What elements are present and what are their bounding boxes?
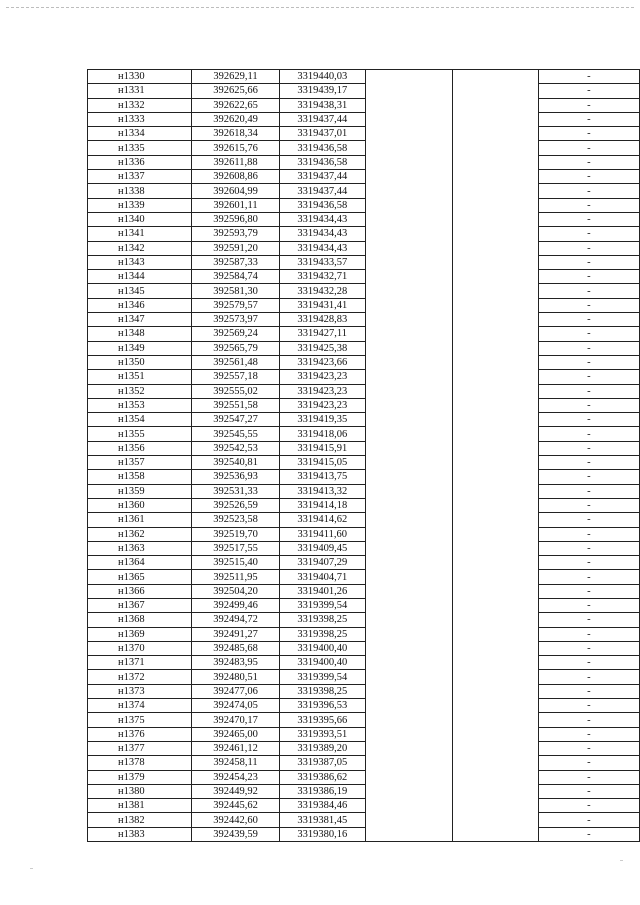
dash-cell: - xyxy=(538,813,639,827)
x-coordinate-cell: 392608,86 xyxy=(192,170,280,184)
y-coordinate-cell: 3319423,23 xyxy=(279,398,365,412)
y-coordinate-cell: 3319401,26 xyxy=(279,584,365,598)
point-id-cell: н1366 xyxy=(88,584,192,598)
table-row xyxy=(88,212,640,226)
table-row xyxy=(88,184,640,198)
point-id-cell: н1367 xyxy=(88,598,192,612)
point-id-cell: н1331 xyxy=(88,84,192,98)
table-row xyxy=(88,370,640,384)
x-coordinate-cell: 392531,33 xyxy=(192,484,280,498)
top-scan-rule xyxy=(6,7,634,8)
point-id-cell: н1372 xyxy=(88,670,192,684)
dash-cell: - xyxy=(538,384,639,398)
y-coordinate-cell: 3319436,58 xyxy=(279,141,365,155)
dash-cell: - xyxy=(538,341,639,355)
table-row xyxy=(88,756,640,770)
y-coordinate-cell: 3319434,43 xyxy=(279,241,365,255)
y-coordinate-cell: 3319418,06 xyxy=(279,427,365,441)
table-row xyxy=(88,713,640,727)
y-coordinate-cell: 3319395,66 xyxy=(279,713,365,727)
dash-cell: - xyxy=(538,684,639,698)
dash-cell: - xyxy=(538,784,639,798)
dash-cell: - xyxy=(538,770,639,784)
point-id-cell: н1344 xyxy=(88,270,192,284)
point-id-cell: н1356 xyxy=(88,441,192,455)
x-coordinate-cell: 392540,81 xyxy=(192,456,280,470)
y-coordinate-cell: 3319423,66 xyxy=(279,355,365,369)
x-coordinate-cell: 392581,30 xyxy=(192,284,280,298)
table-row xyxy=(88,398,640,412)
dash-cell: - xyxy=(538,470,639,484)
table-row xyxy=(88,584,640,598)
table-row xyxy=(88,598,640,612)
point-id-cell: н1341 xyxy=(88,227,192,241)
dash-cell: - xyxy=(538,484,639,498)
x-coordinate-cell: 392542,53 xyxy=(192,441,280,455)
dash-cell: - xyxy=(538,441,639,455)
table-row xyxy=(88,613,640,627)
point-id-cell: н1334 xyxy=(88,127,192,141)
table-row xyxy=(88,227,640,241)
empty-merged-cell xyxy=(452,70,538,842)
dash-cell: - xyxy=(538,355,639,369)
point-id-cell: н1353 xyxy=(88,398,192,412)
x-coordinate-cell: 392515,40 xyxy=(192,556,280,570)
x-coordinate-cell: 392491,27 xyxy=(192,627,280,641)
x-coordinate-cell: 392445,62 xyxy=(192,799,280,813)
x-coordinate-cell: 392536,93 xyxy=(192,470,280,484)
y-coordinate-cell: 3319386,62 xyxy=(279,770,365,784)
x-coordinate-cell: 392604,99 xyxy=(192,184,280,198)
point-id-cell: н1342 xyxy=(88,241,192,255)
point-id-cell: н1371 xyxy=(88,656,192,670)
dash-cell: - xyxy=(538,198,639,212)
y-coordinate-cell: 3319380,16 xyxy=(279,827,365,841)
point-id-cell: н1377 xyxy=(88,741,192,755)
dash-cell: - xyxy=(538,327,639,341)
x-coordinate-cell: 392485,68 xyxy=(192,641,280,655)
y-coordinate-cell: 3319436,58 xyxy=(279,155,365,169)
point-id-cell: н1354 xyxy=(88,413,192,427)
table-row xyxy=(88,384,640,398)
table-row xyxy=(88,255,640,269)
table-row xyxy=(88,827,640,841)
x-coordinate-cell: 392458,11 xyxy=(192,756,280,770)
y-coordinate-cell: 3319384,46 xyxy=(279,799,365,813)
x-coordinate-cell: 392579,57 xyxy=(192,298,280,312)
x-coordinate-cell: 392618,34 xyxy=(192,127,280,141)
point-id-cell: н1378 xyxy=(88,756,192,770)
y-coordinate-cell: 3319400,40 xyxy=(279,656,365,670)
point-id-cell: н1352 xyxy=(88,384,192,398)
table-row xyxy=(88,741,640,755)
y-coordinate-cell: 3319432,28 xyxy=(279,284,365,298)
dash-cell: - xyxy=(538,170,639,184)
x-coordinate-cell: 392620,49 xyxy=(192,112,280,126)
x-coordinate-cell: 392587,33 xyxy=(192,255,280,269)
point-id-cell: н1373 xyxy=(88,684,192,698)
table-row xyxy=(88,141,640,155)
x-coordinate-cell: 392439,59 xyxy=(192,827,280,841)
y-coordinate-cell: 3319437,44 xyxy=(279,170,365,184)
x-coordinate-cell: 392504,20 xyxy=(192,584,280,598)
x-coordinate-cell: 392611,88 xyxy=(192,155,280,169)
table-row xyxy=(88,84,640,98)
table-row xyxy=(88,813,640,827)
y-coordinate-cell: 3319396,53 xyxy=(279,699,365,713)
point-id-cell: н1338 xyxy=(88,184,192,198)
point-id-cell: н1339 xyxy=(88,198,192,212)
table-row xyxy=(88,441,640,455)
table-row xyxy=(88,470,640,484)
x-coordinate-cell: 392557,18 xyxy=(192,370,280,384)
table-row xyxy=(88,556,640,570)
y-coordinate-cell: 3319437,44 xyxy=(279,184,365,198)
dash-cell: - xyxy=(538,112,639,126)
x-coordinate-cell: 392561,48 xyxy=(192,355,280,369)
y-coordinate-cell: 3319399,54 xyxy=(279,670,365,684)
x-coordinate-cell: 392474,05 xyxy=(192,699,280,713)
dash-cell: - xyxy=(538,70,639,84)
dash-cell: - xyxy=(538,212,639,226)
table-row xyxy=(88,313,640,327)
table-row xyxy=(88,641,640,655)
x-coordinate-cell: 392480,51 xyxy=(192,670,280,684)
table-row xyxy=(88,170,640,184)
point-id-cell: н1370 xyxy=(88,641,192,655)
y-coordinate-cell: 3319436,58 xyxy=(279,198,365,212)
y-coordinate-cell: 3319423,23 xyxy=(279,384,365,398)
x-coordinate-cell: 392519,70 xyxy=(192,527,280,541)
y-coordinate-cell: 3319398,25 xyxy=(279,684,365,698)
y-coordinate-cell: 3319437,44 xyxy=(279,112,365,126)
dash-cell: - xyxy=(538,627,639,641)
y-coordinate-cell: 3319419,35 xyxy=(279,413,365,427)
x-coordinate-cell: 392494,72 xyxy=(192,613,280,627)
dash-cell: - xyxy=(538,98,639,112)
y-coordinate-cell: 3319440,03 xyxy=(279,70,365,84)
empty-merged-cell xyxy=(365,70,452,842)
point-id-cell: н1360 xyxy=(88,498,192,512)
table-row xyxy=(88,155,640,169)
table-row xyxy=(88,355,640,369)
x-coordinate-cell: 392526,59 xyxy=(192,498,280,512)
point-id-cell: н1362 xyxy=(88,527,192,541)
dash-cell: - xyxy=(538,284,639,298)
dash-cell: - xyxy=(538,427,639,441)
x-coordinate-cell: 392499,46 xyxy=(192,598,280,612)
x-coordinate-cell: 392565,79 xyxy=(192,341,280,355)
point-id-cell: н1335 xyxy=(88,141,192,155)
dash-cell: - xyxy=(538,184,639,198)
x-coordinate-cell: 392601,11 xyxy=(192,198,280,212)
dash-cell: - xyxy=(538,398,639,412)
y-coordinate-cell: 3319431,41 xyxy=(279,298,365,312)
y-coordinate-cell: 3319438,31 xyxy=(279,98,365,112)
point-id-cell: н1382 xyxy=(88,813,192,827)
point-id-cell: н1369 xyxy=(88,627,192,641)
x-coordinate-cell: 392454,23 xyxy=(192,770,280,784)
x-coordinate-cell: 392584,74 xyxy=(192,270,280,284)
x-coordinate-cell: 392449,92 xyxy=(192,784,280,798)
dash-cell: - xyxy=(538,713,639,727)
table-row xyxy=(88,70,640,84)
dash-cell: - xyxy=(538,727,639,741)
y-coordinate-cell: 3319425,38 xyxy=(279,341,365,355)
dash-cell: - xyxy=(538,84,639,98)
dash-cell: - xyxy=(538,413,639,427)
dash-cell: - xyxy=(538,699,639,713)
table-row xyxy=(88,527,640,541)
point-id-cell: н1333 xyxy=(88,112,192,126)
dash-cell: - xyxy=(538,556,639,570)
table-row xyxy=(88,699,640,713)
y-coordinate-cell: 3319437,01 xyxy=(279,127,365,141)
x-coordinate-cell: 392625,66 xyxy=(192,84,280,98)
y-coordinate-cell: 3319398,25 xyxy=(279,613,365,627)
x-coordinate-cell: 392573,97 xyxy=(192,313,280,327)
table-row xyxy=(88,784,640,798)
dash-cell: - xyxy=(538,127,639,141)
dash-cell: - xyxy=(538,527,639,541)
point-id-cell: н1363 xyxy=(88,541,192,555)
point-id-cell: н1347 xyxy=(88,313,192,327)
y-coordinate-cell: 3319433,57 xyxy=(279,255,365,269)
dash-cell: - xyxy=(538,370,639,384)
x-coordinate-cell: 392622,65 xyxy=(192,98,280,112)
dash-cell: - xyxy=(538,255,639,269)
point-id-cell: н1330 xyxy=(88,70,192,84)
coordinates-table xyxy=(87,69,640,842)
point-id-cell: н1351 xyxy=(88,370,192,384)
table-row xyxy=(88,570,640,584)
table-row xyxy=(88,513,640,527)
table-row xyxy=(88,284,640,298)
point-id-cell: н1368 xyxy=(88,613,192,627)
x-coordinate-cell: 392596,80 xyxy=(192,212,280,226)
table-row xyxy=(88,112,640,126)
point-id-cell: н1355 xyxy=(88,427,192,441)
y-coordinate-cell: 3319434,43 xyxy=(279,212,365,226)
y-coordinate-cell: 3319387,05 xyxy=(279,756,365,770)
x-coordinate-cell: 392593,79 xyxy=(192,227,280,241)
dash-cell: - xyxy=(538,456,639,470)
y-coordinate-cell: 3319414,62 xyxy=(279,513,365,527)
point-id-cell: н1374 xyxy=(88,699,192,713)
scan-artifact xyxy=(30,868,33,869)
dash-cell: - xyxy=(538,570,639,584)
x-coordinate-cell: 392465,00 xyxy=(192,727,280,741)
x-coordinate-cell: 392555,02 xyxy=(192,384,280,398)
x-coordinate-cell: 392547,27 xyxy=(192,413,280,427)
y-coordinate-cell: 3319413,32 xyxy=(279,484,365,498)
x-coordinate-cell: 392477,06 xyxy=(192,684,280,698)
point-id-cell: н1379 xyxy=(88,770,192,784)
x-coordinate-cell: 392615,76 xyxy=(192,141,280,155)
point-id-cell: н1376 xyxy=(88,727,192,741)
point-id-cell: н1343 xyxy=(88,255,192,269)
x-coordinate-cell: 392545,55 xyxy=(192,427,280,441)
y-coordinate-cell: 3319386,19 xyxy=(279,784,365,798)
table-row xyxy=(88,241,640,255)
y-coordinate-cell: 3319411,60 xyxy=(279,527,365,541)
point-id-cell: н1349 xyxy=(88,341,192,355)
y-coordinate-cell: 3319415,91 xyxy=(279,441,365,455)
y-coordinate-cell: 3319398,25 xyxy=(279,627,365,641)
table-row xyxy=(88,656,640,670)
x-coordinate-cell: 392551,58 xyxy=(192,398,280,412)
y-coordinate-cell: 3319407,29 xyxy=(279,556,365,570)
y-coordinate-cell: 3319404,71 xyxy=(279,570,365,584)
y-coordinate-cell: 3319381,45 xyxy=(279,813,365,827)
y-coordinate-cell: 3319393,51 xyxy=(279,727,365,741)
point-id-cell: н1381 xyxy=(88,799,192,813)
table-row xyxy=(88,627,640,641)
dash-cell: - xyxy=(538,155,639,169)
table-row xyxy=(88,298,640,312)
point-id-cell: н1383 xyxy=(88,827,192,841)
table-row xyxy=(88,327,640,341)
dash-cell: - xyxy=(538,298,639,312)
x-coordinate-cell: 392470,17 xyxy=(192,713,280,727)
x-coordinate-cell: 392511,95 xyxy=(192,570,280,584)
table-row xyxy=(88,427,640,441)
point-id-cell: н1358 xyxy=(88,470,192,484)
x-coordinate-cell: 392629,11 xyxy=(192,70,280,84)
table-row xyxy=(88,127,640,141)
point-id-cell: н1346 xyxy=(88,298,192,312)
point-id-cell: н1361 xyxy=(88,513,192,527)
y-coordinate-cell: 3319428,83 xyxy=(279,313,365,327)
coordinates-table-body xyxy=(88,70,640,842)
dash-cell: - xyxy=(538,641,639,655)
y-coordinate-cell: 3319409,45 xyxy=(279,541,365,555)
y-coordinate-cell: 3319427,11 xyxy=(279,327,365,341)
table-row xyxy=(88,484,640,498)
point-id-cell: н1332 xyxy=(88,98,192,112)
dash-cell: - xyxy=(538,227,639,241)
dash-cell: - xyxy=(538,270,639,284)
table-row xyxy=(88,727,640,741)
point-id-cell: н1357 xyxy=(88,456,192,470)
dash-cell: - xyxy=(538,313,639,327)
table-row xyxy=(88,684,640,698)
table-row xyxy=(88,456,640,470)
dash-cell: - xyxy=(538,141,639,155)
dash-cell: - xyxy=(538,584,639,598)
y-coordinate-cell: 3319400,40 xyxy=(279,641,365,655)
x-coordinate-cell: 392569,24 xyxy=(192,327,280,341)
y-coordinate-cell: 3319432,71 xyxy=(279,270,365,284)
table-row xyxy=(88,98,640,112)
point-id-cell: н1350 xyxy=(88,355,192,369)
table-row xyxy=(88,770,640,784)
x-coordinate-cell: 392591,20 xyxy=(192,241,280,255)
y-coordinate-cell: 3319423,23 xyxy=(279,370,365,384)
x-coordinate-cell: 392517,55 xyxy=(192,541,280,555)
point-id-cell: н1380 xyxy=(88,784,192,798)
dash-cell: - xyxy=(538,613,639,627)
dash-cell: - xyxy=(538,656,639,670)
y-coordinate-cell: 3319415,05 xyxy=(279,456,365,470)
table-row xyxy=(88,498,640,512)
point-id-cell: н1375 xyxy=(88,713,192,727)
point-id-cell: н1348 xyxy=(88,327,192,341)
table-row xyxy=(88,413,640,427)
table-row xyxy=(88,341,640,355)
point-id-cell: н1364 xyxy=(88,556,192,570)
table-row xyxy=(88,670,640,684)
table-row xyxy=(88,198,640,212)
point-id-cell: н1345 xyxy=(88,284,192,298)
y-coordinate-cell: 3319439,17 xyxy=(279,84,365,98)
x-coordinate-cell: 392483,95 xyxy=(192,656,280,670)
dash-cell: - xyxy=(538,799,639,813)
point-id-cell: н1340 xyxy=(88,212,192,226)
table-row xyxy=(88,799,640,813)
dash-cell: - xyxy=(538,756,639,770)
y-coordinate-cell: 3319414,18 xyxy=(279,498,365,512)
dash-cell: - xyxy=(538,598,639,612)
dash-cell: - xyxy=(538,241,639,255)
table-row xyxy=(88,270,640,284)
point-id-cell: н1337 xyxy=(88,170,192,184)
dash-cell: - xyxy=(538,741,639,755)
x-coordinate-cell: 392442,60 xyxy=(192,813,280,827)
table-row xyxy=(88,541,640,555)
point-id-cell: н1336 xyxy=(88,155,192,169)
dash-cell: - xyxy=(538,498,639,512)
y-coordinate-cell: 3319399,54 xyxy=(279,598,365,612)
point-id-cell: н1365 xyxy=(88,570,192,584)
dash-cell: - xyxy=(538,541,639,555)
x-coordinate-cell: 392523,58 xyxy=(192,513,280,527)
dash-cell: - xyxy=(538,827,639,841)
y-coordinate-cell: 3319389,20 xyxy=(279,741,365,755)
dash-cell: - xyxy=(538,513,639,527)
y-coordinate-cell: 3319413,75 xyxy=(279,470,365,484)
scan-artifact xyxy=(620,860,623,861)
dash-cell: - xyxy=(538,670,639,684)
x-coordinate-cell: 392461,12 xyxy=(192,741,280,755)
y-coordinate-cell: 3319434,43 xyxy=(279,227,365,241)
point-id-cell: н1359 xyxy=(88,484,192,498)
